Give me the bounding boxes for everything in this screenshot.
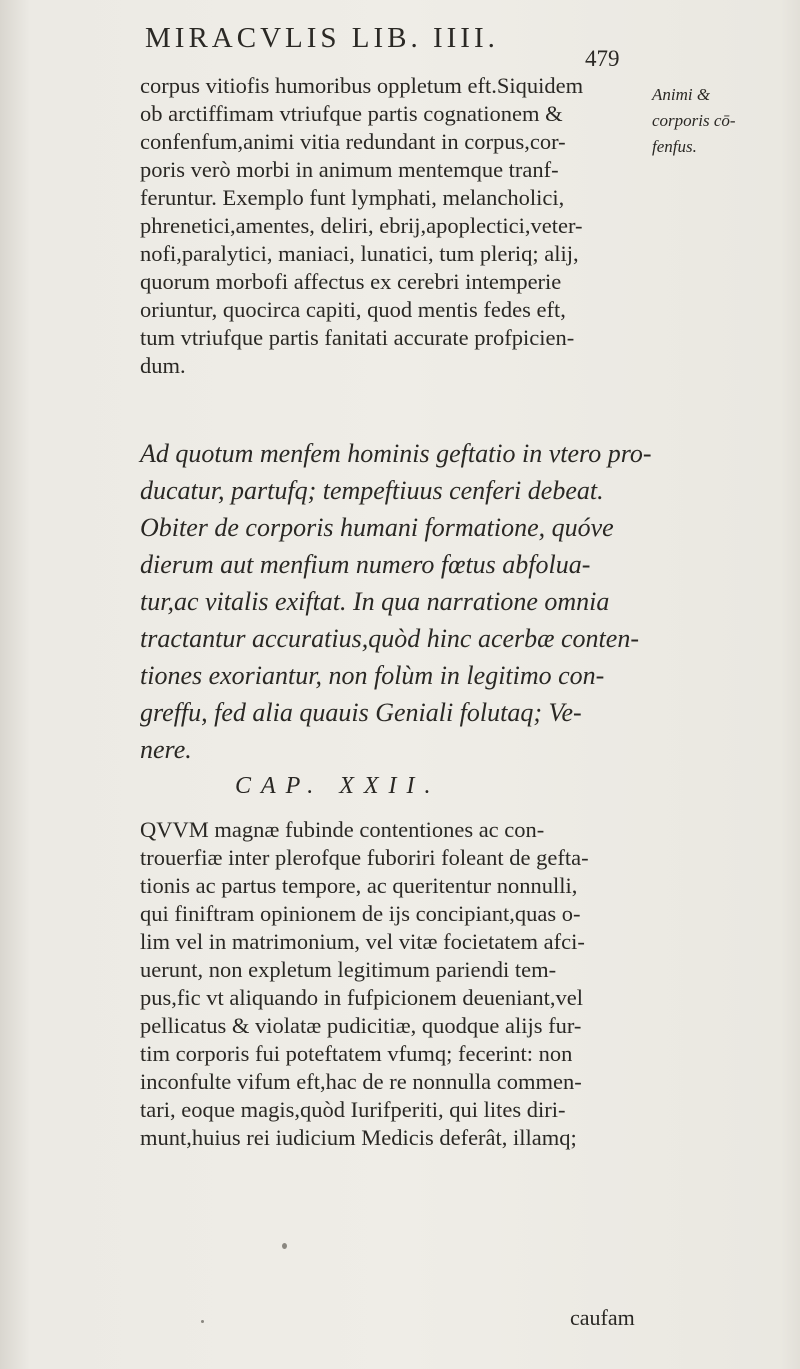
- paragraph-2: [140, 816, 630, 1152]
- text-line: oriuntur, quocirca capiti, quod mentis fedes eft,: [140, 297, 566, 322]
- page-number: 479: [585, 46, 620, 71]
- text-line: uerunt, non expletum legitimum pariendi tem-: [140, 957, 557, 982]
- summary-line: Obiter de corporis humani formatione, quóve: [140, 513, 614, 542]
- text-line: trouerfiæ inter plerofque fuboriri foleant de gefta-: [140, 845, 589, 870]
- text-line: lim vel in matrimonium, vel vitæ focietatem afci-: [140, 929, 585, 954]
- text-line: poris verò morbi in animum mentemque tranf-: [140, 157, 559, 182]
- catchword: caufam: [570, 1305, 635, 1330]
- text-line: pellicatus & violatæ pudicitiæ, quodque alijs fur-: [140, 1013, 582, 1038]
- text-line: inconfulte vifum eft,hac de re nonnulla commen-: [140, 1069, 582, 1094]
- summary-line: tur,ac vitalis exiftat. In qua narratione omnia: [140, 587, 610, 616]
- summary-line: ducatur, partufq; tempeftiuus cenferi debeat.: [140, 476, 604, 505]
- text-line: tari, eoque magis,quòd Iurifperiti, qui lites diri-: [140, 1097, 566, 1122]
- text-line: confenfum,animi vitia redundant in corpus,cor-: [140, 129, 566, 154]
- text-line: quorum morbofi affectus ex cerebri intemperie: [140, 269, 562, 294]
- chapter-summary: [140, 435, 652, 768]
- margin-note-line: corporis cō-: [652, 111, 736, 130]
- text-line: tim corporis fui poteftatem vfumq; fecerint: non: [140, 1041, 573, 1066]
- text-line: qui finiftram opinionem de ijs concipiant,quas o-: [140, 901, 581, 926]
- summary-line: tractantur accuratius,quòd hinc acerbæ conten-: [140, 624, 639, 653]
- margin-note-line: Animi &: [652, 85, 711, 104]
- text-line: phrenetici,amentes, deliri, ebrij,apoplectici,veter-: [140, 213, 583, 238]
- margin-note-line: fenfus.: [652, 137, 697, 156]
- summary-line: nere.: [140, 735, 192, 764]
- chapter-heading: CAP. XXII.: [235, 773, 441, 799]
- margin-note: [652, 82, 792, 160]
- text-line: corpus vitiofis humoribus oppletum eft.Siquidem: [140, 73, 584, 98]
- ink-speck: [282, 1243, 287, 1249]
- summary-line: tiones exoriantur, non folùm in legitimo con-: [140, 661, 605, 690]
- running-head: MIRACVLIS LIB. IIII.: [145, 22, 499, 54]
- text-line: feruntur. Exemplo funt lymphati, melancholici,: [140, 185, 565, 210]
- text-line: nofi,paralytici, maniaci, lunatici, tum pleriq; alij,: [140, 241, 579, 266]
- summary-line: Ad quotum menfem hominis geftatio in vtero pro-: [140, 439, 652, 468]
- text-line: dum.: [140, 353, 186, 378]
- summary-line: greffu, fed alia quauis Geniali folutaq; Ve-: [140, 698, 582, 727]
- paragraph-1: [140, 72, 630, 380]
- text-line: munt,huius rei iudicium Medicis deferât, illamq;: [140, 1125, 577, 1150]
- text-line: tionis ac partus tempore, ac queritentur nonnulli,: [140, 873, 578, 898]
- ink-speck: [201, 1320, 204, 1323]
- page-header: [145, 22, 645, 71]
- text-line: pus,fic vt aliquando in fufpicionem deueniant,vel: [140, 985, 584, 1010]
- text-line: tum vtriufque partis fanitati accurate profpicien-: [140, 325, 575, 350]
- summary-line: dierum aut menfium numero fœtus abfolua-: [140, 550, 591, 579]
- text-line: QVVM magnæ fubinde contentiones ac con-: [140, 817, 545, 842]
- text-line: ob arctiffimam vtriufque partis cognationem &: [140, 101, 563, 126]
